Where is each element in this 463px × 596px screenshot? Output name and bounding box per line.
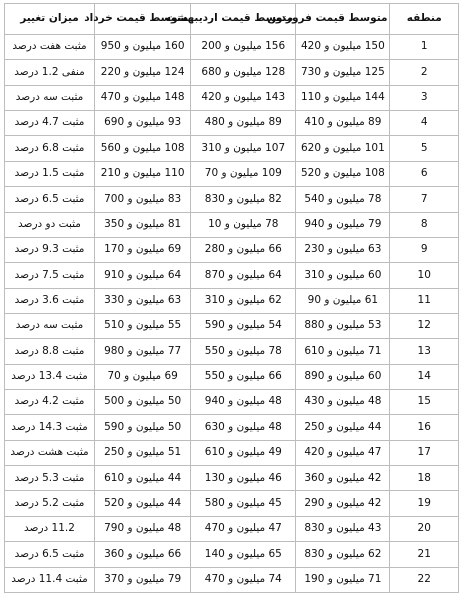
cell-region: 22 [390,567,459,592]
cell-khordad: 79 میلیون و 370 [94,567,190,592]
table-row [5,491,459,516]
cell-region: 2 [390,60,459,85]
cell-ordibehesht: 48 میلیون و 630 [191,415,296,440]
cell-ordibehesht: 48 میلیون و 940 [191,390,296,415]
cell-farvardin: 60 میلیون و 890 [296,364,390,389]
table-row [5,288,459,313]
cell-farvardin: 62 میلیون و 830 [296,542,390,567]
cell-ordibehesht: 143 میلیون و 420 [191,85,296,110]
cell-change: مثبت 3.6 درصد [5,288,95,313]
housing-price-table [4,3,459,593]
cell-region: 3 [390,85,459,110]
cell-change: مثبت هفت درصد [5,35,95,60]
cell-change: مثبت 4.2 درصد [5,390,95,415]
table-row [5,161,459,186]
cell-region: 1 [390,35,459,60]
cell-region: 16 [390,415,459,440]
cell-ordibehesht: 64 میلیون و 870 [191,263,296,288]
cell-region: 7 [390,187,459,212]
cell-ordibehesht: 78 میلیون و 550 [191,339,296,364]
cell-farvardin: 150 میلیون و 420 [296,35,390,60]
cell-farvardin: 108 میلیون و 520 [296,161,390,186]
table-row [5,85,459,110]
cell-khordad: 69 میلیون و 70 [94,364,190,389]
cell-change: مثبت 8.8 درصد [5,339,95,364]
cell-farvardin: 79 میلیون و 940 [296,212,390,237]
cell-region: 17 [390,440,459,465]
cell-region: 12 [390,313,459,338]
cell-farvardin: 61 میلیون و 90 [296,288,390,313]
cell-khordad: 64 میلیون و 910 [94,263,190,288]
cell-region: 19 [390,491,459,516]
cell-change: مثبت دو درصد [5,212,95,237]
cell-ordibehesht: 62 میلیون و 310 [191,288,296,313]
cell-khordad: 51 میلیون و 250 [94,440,190,465]
header-change: میزان تغییر [5,4,95,35]
cell-ordibehesht: 107 میلیون و 310 [191,136,296,161]
cell-ordibehesht: 89 میلیون و 480 [191,111,296,136]
cell-change: مثبت هشت درصد [5,440,95,465]
cell-farvardin: 42 میلیون و 290 [296,491,390,516]
cell-farvardin: 60 میلیون و 310 [296,263,390,288]
cell-region: 6 [390,161,459,186]
cell-khordad: 81 میلیون و 350 [94,212,190,237]
cell-farvardin: 53 میلیون و 880 [296,313,390,338]
header-ordibehesht: متوسط قیمت اردیبهشت [191,4,296,35]
cell-farvardin: 125 میلیون و 730 [296,60,390,85]
cell-region: 11 [390,288,459,313]
cell-khordad: 69 میلیون و 170 [94,237,190,262]
cell-region: 18 [390,466,459,491]
header-farvardin: متوسط قیمت فروردین [296,4,390,35]
cell-change: مثبت 6.5 درصد [5,542,95,567]
table-row [5,313,459,338]
cell-farvardin: 42 میلیون و 360 [296,466,390,491]
cell-change: 11.2 درصد [5,516,95,541]
cell-region: 14 [390,364,459,389]
cell-farvardin: 63 میلیون و 230 [296,237,390,262]
cell-khordad: 108 میلیون و 560 [94,136,190,161]
cell-khordad: 48 میلیون و 790 [94,516,190,541]
cell-khordad: 66 میلیون و 360 [94,542,190,567]
table-header [5,4,459,35]
table-row [5,567,459,592]
cell-region: 5 [390,136,459,161]
table-row [5,364,459,389]
cell-khordad: 124 میلیون و 220 [94,60,190,85]
cell-ordibehesht: 66 میلیون و 550 [191,364,296,389]
cell-khordad: 63 میلیون و 330 [94,288,190,313]
cell-change: مثبت سه درصد [5,85,95,110]
cell-ordibehesht: 78 میلیون و 10 [191,212,296,237]
cell-region: 4 [390,111,459,136]
cell-change: مثبت 5.3 درصد [5,466,95,491]
table-row [5,237,459,262]
cell-change: مثبت 4.7 درصد [5,111,95,136]
cell-change: مثبت 7.5 درصد [5,263,95,288]
table-row [5,516,459,541]
cell-change: مثبت سه درصد [5,313,95,338]
cell-khordad: 93 میلیون و 690 [94,111,190,136]
cell-khordad: 77 میلیون و 980 [94,339,190,364]
cell-ordibehesht: 128 میلیون و 680 [191,60,296,85]
cell-change: منفی 1.2 درصد [5,60,95,85]
table-row [5,60,459,85]
cell-farvardin: 71 میلیون و 190 [296,567,390,592]
table-row [5,212,459,237]
cell-khordad: 148 میلیون و 470 [94,85,190,110]
cell-farvardin: 144 میلیون و 110 [296,85,390,110]
table-row [5,111,459,136]
table-row [5,542,459,567]
cell-khordad: 44 میلیون و 520 [94,491,190,516]
header-region: منطقه [390,4,459,35]
cell-farvardin: 89 میلیون و 410 [296,111,390,136]
cell-region: 21 [390,542,459,567]
cell-change: مثبت 6.8 درصد [5,136,95,161]
cell-change: مثبت 11.4 درصد [5,567,95,592]
cell-region: 15 [390,390,459,415]
cell-ordibehesht: 66 میلیون و 280 [191,237,296,262]
table-row [5,440,459,465]
cell-khordad: 55 میلیون و 510 [94,313,190,338]
cell-ordibehesht: 45 میلیون و 580 [191,491,296,516]
cell-ordibehesht: 46 میلیون و 130 [191,466,296,491]
table-row [5,415,459,440]
cell-ordibehesht: 65 میلیون و 140 [191,542,296,567]
cell-region: 10 [390,263,459,288]
cell-farvardin: 101 میلیون و 620 [296,136,390,161]
table-body [5,35,459,593]
table-row [5,35,459,60]
cell-region: 20 [390,516,459,541]
cell-change: مثبت 5.2 درصد [5,491,95,516]
cell-farvardin: 48 میلیون و 430 [296,390,390,415]
cell-khordad: 50 میلیون و 590 [94,415,190,440]
table-row [5,263,459,288]
cell-change: مثبت 6.5 درصد [5,187,95,212]
cell-change: مثبت 1.5 درصد [5,161,95,186]
cell-region: 13 [390,339,459,364]
cell-change: مثبت 9.3 درصد [5,237,95,262]
cell-region: 8 [390,212,459,237]
cell-khordad: 83 میلیون و 700 [94,187,190,212]
cell-khordad: 44 میلیون و 610 [94,466,190,491]
cell-farvardin: 47 میلیون و 420 [296,440,390,465]
header-row [5,4,459,35]
cell-ordibehesht: 54 میلیون و 590 [191,313,296,338]
table-row [5,136,459,161]
cell-khordad: 110 میلیون و 210 [94,161,190,186]
cell-farvardin: 78 میلیون و 540 [296,187,390,212]
cell-ordibehesht: 156 میلیون و 200 [191,35,296,60]
cell-ordibehesht: 47 میلیون و 470 [191,516,296,541]
header-khordad: متوسط قیمت خرداد [94,4,190,35]
cell-change: مثبت 14.3 درصد [5,415,95,440]
cell-ordibehesht: 109 میلیون و 70 [191,161,296,186]
cell-ordibehesht: 82 میلیون و 830 [191,187,296,212]
cell-ordibehesht: 74 میلیون و 470 [191,567,296,592]
table-row [5,390,459,415]
cell-region: 9 [390,237,459,262]
cell-khordad: 50 میلیون و 500 [94,390,190,415]
table-row [5,339,459,364]
table-row [5,466,459,491]
cell-farvardin: 71 میلیون و 610 [296,339,390,364]
table-row [5,187,459,212]
cell-change: مثبت 13.4 درصد [5,364,95,389]
cell-ordibehesht: 49 میلیون و 610 [191,440,296,465]
cell-farvardin: 44 میلیون و 250 [296,415,390,440]
cell-farvardin: 43 میلیون و 830 [296,516,390,541]
cell-khordad: 160 میلیون و 950 [94,35,190,60]
